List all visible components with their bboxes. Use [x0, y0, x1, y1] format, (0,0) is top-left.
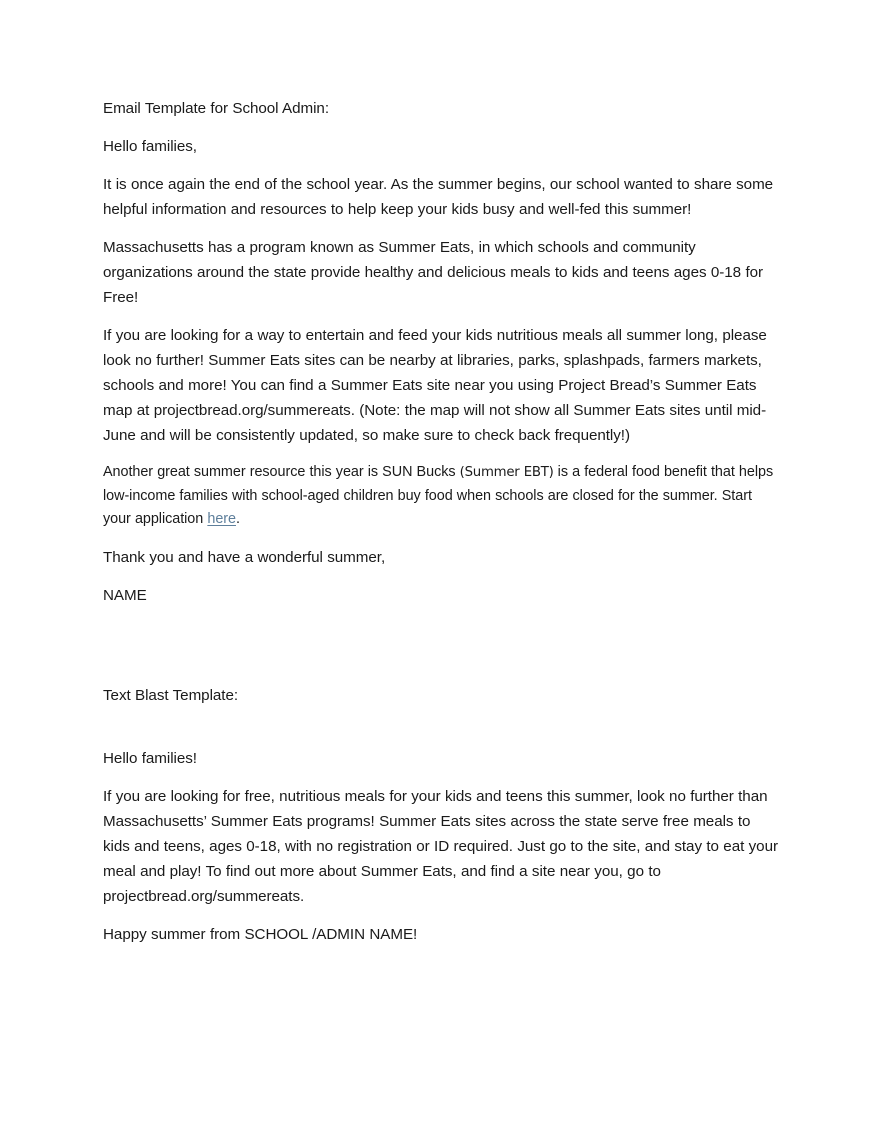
sun-bucks-parenthetical: (Summer EBT)	[459, 465, 554, 480]
email-signature: NAME	[103, 586, 147, 604]
email-template-heading: Email Template for School Admin:	[103, 100, 329, 117]
text-blast-heading: Text Blast Template:	[103, 686, 239, 704]
blank-paragraph	[103, 721, 778, 746]
email-closing: Thank you and have a wonderful summer,	[103, 548, 386, 566]
email-paragraph-intro: It is once again the end of the school year. As the summer begins, our school wanted to share some helpful information and resources to help keep your kids busy and well-fed this summer!	[103, 176, 774, 218]
text-blast-greeting: Hello families!	[103, 749, 197, 767]
email-greeting: Hello families,	[103, 138, 197, 155]
text-blast-closing: Happy summer from SCHOOL /ADMIN NAME!	[103, 925, 418, 943]
email-paragraph-sites: If you are looking for a way to entertain and feed your kids nutritious meals all summer long, please look no further! Summer Eats sites can be nearby at libraries, parks, splashpads, farmers markets, schools and more! You can find a Summer Eats site near you using Project Bread’s Summer Eats map at projectbread.org/summereats. (Note: the map will not show all Summer Eats sites until mid-June and will be consistently updated, so make sure to check back frequently!)	[103, 327, 767, 444]
sun-bucks-lead-text: Another great summer resource this year is SUN Bucks	[103, 464, 460, 480]
text-blast-paragraph-body: If you are looking for free, nutritious meals for your kids and teens this summer, look no further than Massachusetts’ Summer Eats programs! Summer Eats sites across the state serve free meals to kids and teens, ages 0-18, with no registration or ID required. Just go to the site, and stay to eat your meal and play! To find out more about Summer Eats, and find a site near you, go to projectbread.org/summereats.	[103, 787, 778, 905]
sun-bucks-middle-text: is a federal food benefit that helps low-income families with school-aged children buy food when schools are closed for the summer. Start your application	[103, 464, 774, 527]
email-paragraph-sun-bucks	[103, 461, 778, 532]
document-body	[103, 96, 778, 947]
section-divider-gap	[103, 621, 778, 683]
email-paragraph-program: Massachusetts has a program known as Summer Eats, in which schools and community organizations around the state provide healthy and delicious meals to kids and teens ages 0-18 for Free!	[103, 239, 764, 306]
sun-bucks-tail-text: .	[235, 511, 240, 527]
sun-bucks-application-link[interactable]: here	[207, 511, 236, 527]
